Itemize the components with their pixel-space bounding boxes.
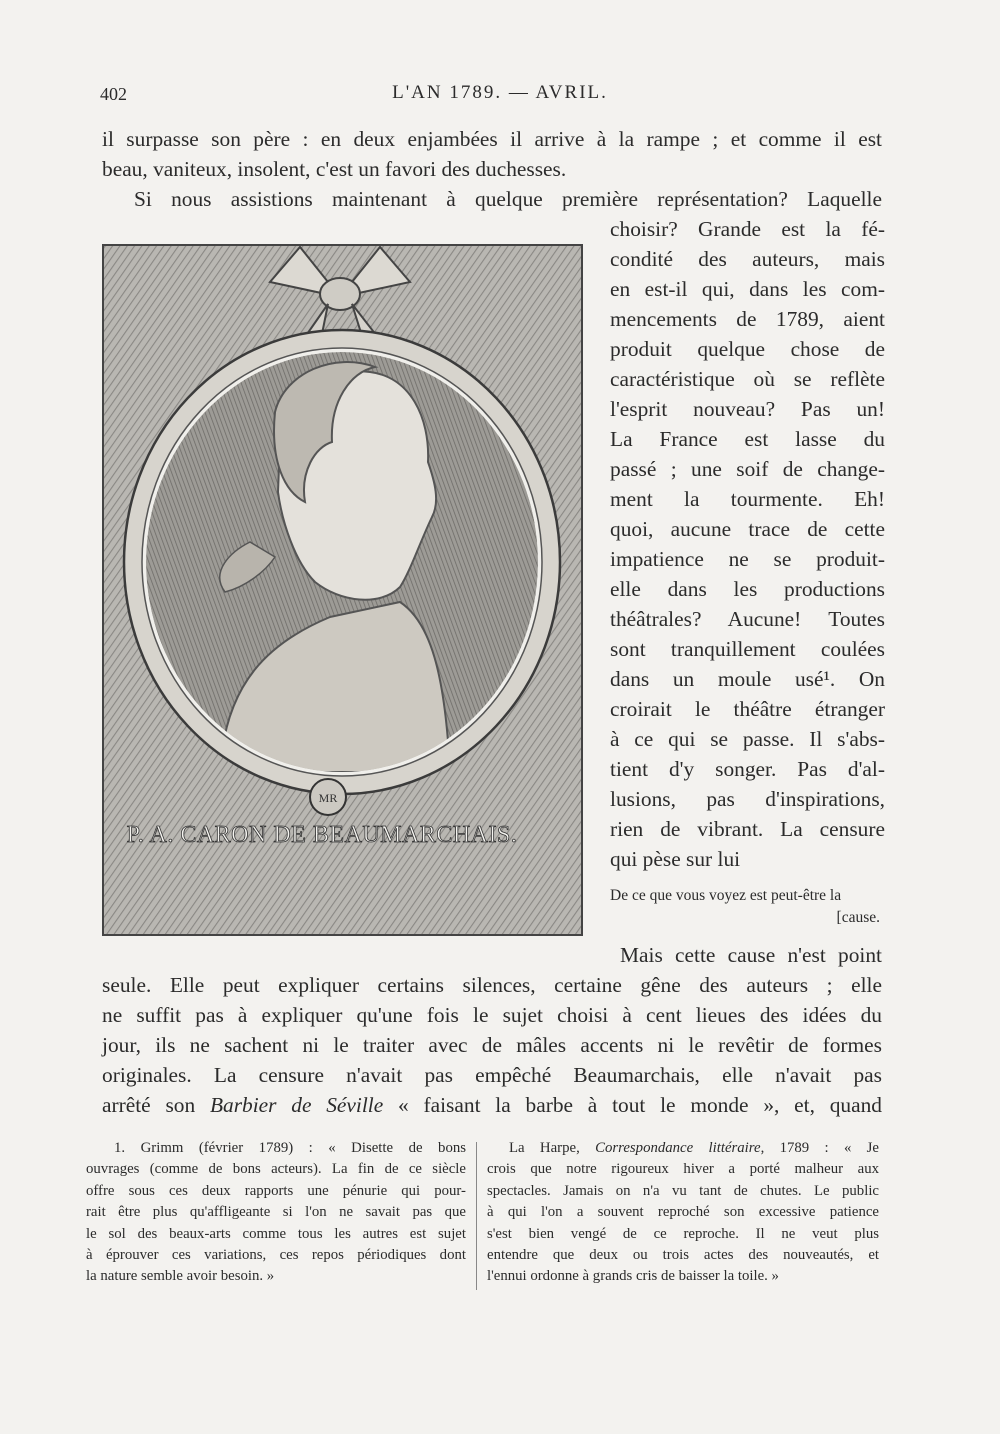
text-line: ment la tourmente. Eh! [610,487,885,511]
text-line: condité des auteurs, mais [610,247,885,271]
footnote-line: ouvrages (comme de bons acteurs). La fin de ce siècle [86,1161,466,1178]
footnote-line: La Harpe, Correspondance littéraire, 1789 : « Je [509,1140,879,1156]
text-line: originales. La censure n'avait pas empêché Beaumarchais, elle n'avait pas [102,1063,882,1087]
text-line: ne suffit pas à expliquer qu'une fois le sujet choisi à cent lieues des idées du [102,1003,882,1027]
text-line: passé ; une soif de change- [610,457,885,481]
verse-quote [610,885,880,929]
text-line: lusions, pas d'inspirations, [610,787,885,811]
footnote-line: rait être plus qu'affligeante si l'on ne savait pas que [86,1204,466,1221]
footnote-divider [476,1142,477,1290]
book-title: Correspondance littéraire [595,1140,761,1156]
text-line: Mais cette cause n'est point [620,943,882,967]
text-line: caractéristique où se reflète [610,367,885,391]
text-line: mencements de 1789, aient [610,307,885,331]
paragraph-1 [102,124,882,184]
portrait-illustration [100,242,585,938]
text-line: dans un moule usé¹. On [610,667,885,691]
portrait-caption: P. A. CARON DE BEAUMARCHAIS. [126,822,518,848]
text-line: Si nous assistions maintenant à quelque première représentation? Laquelle [134,187,882,211]
footnote-line: 1. Grimm (février 1789) : « Disette de bons [114,1140,466,1156]
text-line: il surpasse son père : en deux enjambées il arrive à la rampe ; et comme il est [102,127,882,151]
text-line: beau, vaniteux, insolent, c'est un favori des duchesses. [102,157,567,181]
footnote-line: à qui l'on a souvent reproché son excessive patience [487,1204,879,1221]
paragraph-3 [102,940,882,1120]
footnote-line: offre sous ces deux rapports une pénurie qui pour- [86,1182,466,1199]
monogram-seal-icon [310,779,346,815]
footnote-line: crois que notre rigoureux hiver a porté malheur aux [487,1161,879,1178]
footnote-line: entendre que deux ou trois actes des nouveautés, et [487,1247,879,1264]
book-title: Barbier de Séville [209,1093,384,1117]
text-line: jour, ils ne sachent ni le traiter avec de mâles accents ni le revêtir de formes [102,1033,882,1057]
text-line: théâtrales? Aucune! Toutes [610,607,885,631]
footnote-right [487,1138,879,1288]
svg-text:MR: MR [318,791,338,805]
paragraph-2 [102,184,882,214]
text-line: tient d'y songer. Pas d'al- [610,757,885,781]
text-line: à ce qui se passe. Il s'abs- [610,727,885,751]
portrait-engraving [100,242,585,938]
text-line: produit quelque chose de [610,337,885,361]
text-line: qui pèse sur lui [610,847,741,871]
verse-line: [cause. [836,909,880,926]
text-line: seule. Elle peut expliquer certains silences, certaine gêne des auteurs ; elle [102,973,882,997]
text-line: rien de vibrant. La censure [610,817,885,841]
footnote-left [86,1138,466,1288]
footnote-line: la nature semble avoir besoin. » [86,1268,275,1285]
verse-line: De ce que vous voyez est peut-être la [610,887,842,904]
text-line: impatience ne se produit- [610,547,885,571]
text-line: arrêté son Barbier de Séville « faisant la barbe à tout le monde », et, quand [102,1093,882,1117]
text-line: elle dans les productions [610,577,885,601]
text-line: l'esprit nouveau? Pas un! [610,397,885,421]
text-line: La France est lasse du [610,427,885,451]
text-line: choisir? Grande est la fé- [610,217,885,241]
footnote-line: s'est bien vengé de ce reproche. Il ne veut plus [487,1225,879,1242]
wrapped-column [610,214,885,874]
page-number: 402 [100,84,127,104]
text-line: sont tranquillement coulées [610,637,885,661]
footnote-line: à éprouver ces variations, ces repos périodiques dont [86,1247,466,1264]
text-line: croirait le théâtre étranger [610,697,885,721]
footnote-line: spectacles. Jamais on n'a vu tant de chutes. Le public [487,1182,879,1199]
text-line: quoi, aucune trace de cette [610,517,885,541]
text-line: en est-il qui, dans les com- [610,277,885,301]
running-title: L'AN 1789. — AVRIL. [392,82,608,103]
footnote-line: le sol des beaux-arts comme tous les autres est sujet [86,1225,466,1242]
footnote-line: l'ennui ordonne à grands cris de baisser la toile. » [487,1268,779,1285]
